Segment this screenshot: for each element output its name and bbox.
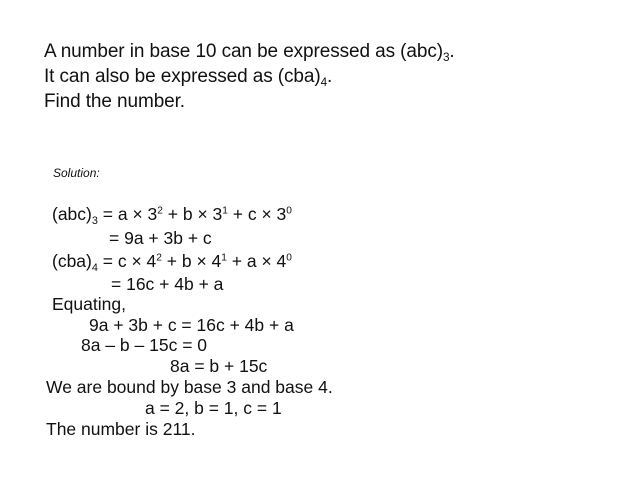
question-line-2-end: . xyxy=(327,66,333,87)
term: + b × 3 xyxy=(162,204,223,224)
question-line-1-text: A number in base 10 can be expressed as (abc) xyxy=(44,41,443,62)
answer-value: 211 xyxy=(162,419,191,439)
question-line-2-text: It can also be expressed as (cba) xyxy=(44,66,321,87)
step-isolated: 8a = b + 15c xyxy=(170,356,268,376)
exponent: 2 xyxy=(157,205,163,217)
exponent: 1 xyxy=(222,205,228,217)
step-rearranged: 8a – b – 15c = 0 xyxy=(81,335,208,355)
step-cba-lhs: (cba) xyxy=(52,251,92,271)
step-cba-simplified: = 16c + 4b + a xyxy=(111,274,224,294)
step-digit-values: a = 2, b = 1, c = 1 xyxy=(145,398,282,418)
exponent: 0 xyxy=(286,205,292,217)
step-abc-lhs: (abc) xyxy=(52,204,92,224)
step-base-constraint: We are bound by base 3 and base 4. xyxy=(46,377,333,397)
step-abc-simplified: = 9a + 3b + c xyxy=(109,228,212,248)
answer-end: . xyxy=(190,419,196,439)
exponent: 1 xyxy=(221,252,227,264)
question-base-subscript: 4 xyxy=(320,76,328,90)
step-abc-expansion xyxy=(52,204,292,227)
question-line-1 xyxy=(44,41,455,65)
subscript: 4 xyxy=(91,261,98,274)
term: + a × 4 xyxy=(226,251,287,271)
subscript: 3 xyxy=(91,214,98,227)
term: + b × 4 xyxy=(161,251,222,271)
step-answer xyxy=(46,421,196,439)
exponent: 0 xyxy=(286,252,292,264)
term: = a × 3 xyxy=(97,204,158,224)
solution-label: Solution: xyxy=(53,166,100,180)
term: = c × 4 xyxy=(97,251,157,271)
question-line-2 xyxy=(44,66,333,90)
step-equating: Equating, xyxy=(52,294,126,314)
answer-text: The number is xyxy=(46,419,163,439)
question-line-3: Find the number. xyxy=(44,91,185,112)
question-line-1-end: . xyxy=(449,41,455,62)
step-equation: 9a + 3b + c = 16c + 4b + a xyxy=(89,315,294,335)
exponent: 2 xyxy=(156,252,162,264)
question-base-subscript: 3 xyxy=(442,51,450,65)
term: + c × 3 xyxy=(227,204,287,224)
step-cba-expansion xyxy=(52,251,292,274)
